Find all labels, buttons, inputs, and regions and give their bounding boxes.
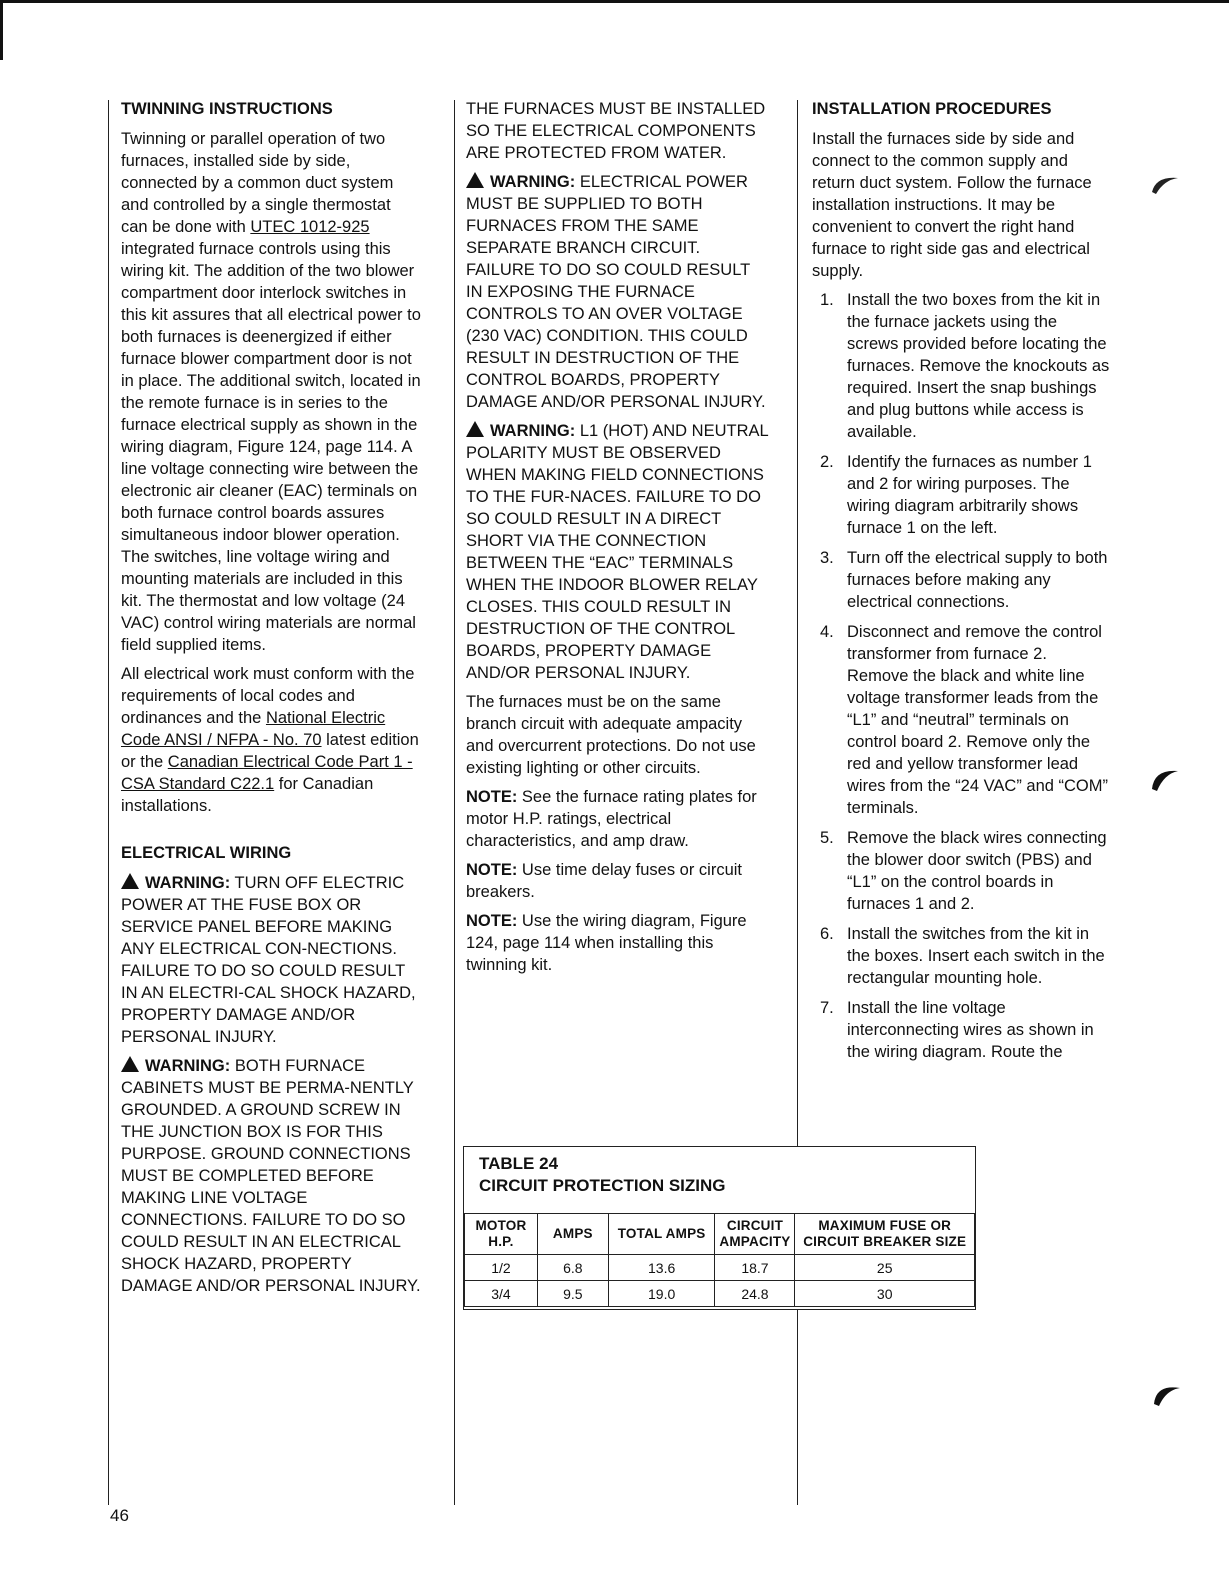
- step-number: 4.: [820, 623, 834, 641]
- table-cell: 1/2: [465, 1255, 538, 1281]
- note-label: NOTE:: [466, 861, 518, 879]
- table-cell: 3/4: [465, 1281, 538, 1307]
- list-item: [812, 451, 1112, 539]
- table-cell: 30: [795, 1281, 975, 1307]
- binder-hole-mark-icon: [1150, 765, 1180, 795]
- list-item: [812, 547, 1112, 613]
- warning-label: WARNING:: [490, 422, 576, 440]
- column-3: [812, 98, 1112, 1071]
- column-header: [715, 1214, 795, 1255]
- binder-hole-mark-icon: [1150, 170, 1180, 200]
- cec-reference: Canadian Electrical Code Part 1 - CSA Standard C22.1: [121, 753, 413, 793]
- column-header: [608, 1214, 715, 1255]
- warning-label: WARNING:: [490, 173, 576, 191]
- table-cell: 13.6: [608, 1255, 715, 1281]
- top-border: [0, 0, 1229, 3]
- warning-polarity: [466, 420, 771, 684]
- header-line: H.P.: [488, 1234, 514, 1249]
- list-item: [812, 827, 1112, 915]
- note-rating-plates: [466, 786, 771, 852]
- list-item: [812, 289, 1112, 443]
- step-number: 1.: [820, 291, 834, 309]
- warning-label: WARNING:: [145, 874, 231, 892]
- note-fuses: [466, 859, 771, 903]
- warning-label: WARNING:: [145, 1057, 231, 1075]
- heading-electrical-wiring: ELECTRICAL WIRING: [121, 844, 292, 862]
- warning-text: L1 (HOT) AND NEUTRAL POLARITY MUST BE OBSERVED WHEN MAKING FIELD CONNECTIONS TO THE FUR-NACES. FAILURE TO DO SO COULD RESULT IN A DIRECT SHORT VIA THE CONNECTION BETWEEN THE “EAC” TERMINALS WHEN THE INDOOR BLOWER RELAY CLOSES. THIS COULD RESULT IN DESTRUCTION OF THE CONTROL BOARDS, PROPERTY DAMAGE AND/OR PERSONAL INJURY.: [466, 422, 769, 682]
- note-text: Use the wiring diagram, Figure 124, page 114 when installing this twinning kit.: [466, 912, 747, 974]
- table-caption: CIRCUIT PROTECTION SIZING: [479, 1176, 726, 1195]
- warning-icon: [466, 421, 484, 437]
- note-text: Use time delay fuses or circuit breakers.: [466, 861, 743, 901]
- note-text: See the furnace rating plates for motor H.P. ratings, electrical characteristics, and amp draw.: [466, 788, 757, 850]
- header-line: CIRCUIT BREAKER SIZE: [803, 1234, 967, 1249]
- note-label: NOTE:: [466, 788, 518, 806]
- note-wiring-diagram: [466, 910, 771, 976]
- nec-reference: National Electric Code ANSI / NFPA - No. 70: [121, 709, 386, 749]
- table-cell: 9.5: [537, 1281, 608, 1307]
- water-protection-notice: THE FURNACES MUST BE INSTALLED SO THE ELECTRICAL COMPONENTS ARE PROTECTED FROM WATER.: [466, 100, 766, 162]
- page-number: 46: [110, 1506, 129, 1525]
- table-cell: 19.0: [608, 1281, 715, 1307]
- header-line: MOTOR: [475, 1218, 527, 1233]
- text: All electrical work must conform with the requirements of local codes and ordinances and the: [121, 665, 415, 727]
- warning-icon: [121, 1056, 139, 1072]
- step-number: 7.: [820, 999, 834, 1017]
- installation-intro: Install the furnaces side by side and connect to the common supply and return duct system. Follow the furnace installation instructions. It may be convenient to convert the right hand furnace to right side gas and electrical supply.: [812, 130, 1092, 280]
- warning-turn-off-power: [121, 872, 421, 1048]
- list-item: [812, 923, 1112, 989]
- table-cell: 18.7: [715, 1255, 795, 1281]
- table-row: [465, 1281, 975, 1307]
- warning-text: BOTH FURNACE CABINETS MUST BE PERMA-NENTLY GROUNDED. A GROUND SCREW IN THE JUNCTION BOX IS FOR THIS PURPOSE. GROUND CONNECTIONS MUST BE COMPLETED BEFORE MAKING LINE VOLTAGE CONNECTIONS. FAILURE TO DO SO COULD RESULT IN AN ELECTRICAL SHOCK HAZARD, PROPERTY DAMAGE AND/OR PERSONAL INJURY.: [121, 1057, 421, 1295]
- list-item: [812, 997, 1112, 1063]
- left-edge-mark: [0, 0, 3, 60]
- note-label: NOTE:: [466, 912, 518, 930]
- text: integrated furnace controls using this wiring kit. The addition of the two blower compartment door interlock switches in this kit assures that all electrical power to both furnaces is deenergized if either furnace blower compartment door is not in place. The additional switch, located in the remote furnace is in series to the furnace electrical supply as shown in the wiring diagram, Figure 124, page 114. A line voltage connecting wire between the electronic air cleaner (EAC) terminals on both furnace control boards assures simultaneous indoor blower operation. The switches, line voltage wiring and mounting materials are included in this kit. The thermostat and low voltage (24 VAC) control wiring materials are normal field supplied items.: [121, 240, 421, 654]
- table-header-row: [465, 1214, 975, 1255]
- table-number: TABLE 24: [479, 1154, 559, 1173]
- table-row: [465, 1255, 975, 1281]
- step-text: Install the line voltage interconnecting wires as shown in the wiring diagram. Route the: [847, 999, 1094, 1061]
- column-1: [121, 98, 421, 1304]
- warning-icon: [466, 172, 484, 188]
- step-text: Install the two boxes from the kit in the furnace jackets using the screws provided before locating the furnaces. Remove the knockouts as required. Insert the snap bushings and plug buttons while access is available.: [847, 291, 1110, 441]
- table-title: [479, 1153, 726, 1197]
- procedure-list: [812, 289, 1112, 1063]
- step-number: 5.: [820, 829, 834, 847]
- list-item: [812, 621, 1112, 819]
- warning-same-branch: [466, 171, 771, 413]
- column-header: [537, 1214, 608, 1255]
- column-header: [795, 1214, 975, 1255]
- table-cell: 6.8: [537, 1255, 608, 1281]
- step-text: Remove the black wires connecting the blower door switch (PBS) and “L1” on the control boards in furnaces 1 and 2.: [847, 829, 1107, 913]
- column-header: [465, 1214, 538, 1255]
- binder-hole-mark-icon: [1152, 1380, 1182, 1410]
- text: for Canadian installations.: [121, 775, 374, 815]
- warning-grounding: [121, 1055, 421, 1297]
- header-line: TOTAL AMPS: [617, 1226, 706, 1241]
- heading-installation-procedures: INSTALLATION PROCEDURES: [812, 100, 1052, 118]
- warning-text: TURN OFF ELECTRIC POWER AT THE FUSE BOX OR SERVICE PANEL BEFORE MAKING ANY ELECTRICAL CON-NECTIONS. FAILURE TO DO SO COULD RESULT IN AN ELECTRI-CAL SHOCK HAZARD, PROPERTY DAMAGE AND/OR PERSONAL INJURY.: [121, 874, 416, 1046]
- heading-twinning: TWINNING INSTRUCTIONS: [121, 100, 333, 118]
- electrical-code-paragraph: [121, 663, 421, 817]
- step-text: Install the switches from the kit in the boxes. Insert each switch in the rectangular mounting hole.: [847, 925, 1105, 987]
- step-number: 2.: [820, 453, 834, 471]
- header-line: MAXIMUM FUSE OR: [818, 1218, 952, 1233]
- step-text: Turn off the electrical supply to both furnaces before making any electrical connections.: [847, 549, 1108, 611]
- table-cell: 25: [795, 1255, 975, 1281]
- warning-text: ELECTRICAL POWER MUST BE SUPPLIED TO BOTH FURNACES FROM THE SAME SEPARATE BRANCH CIRCUIT. FAILURE TO DO SO COULD RESULT IN EXPOSING THE FURNACE CONTROLS TO AN OVER VOLTAGE (230 VAC) CONDITION. THIS COULD RESULT IN DESTRUCTION OF THE CONTROL BOARDS, PROPERTY DAMAGE AND/OR PERSONAL INJURY.: [466, 173, 766, 411]
- text: latest edition or the: [121, 731, 419, 771]
- step-number: 3.: [820, 549, 834, 567]
- warning-icon: [121, 873, 139, 889]
- table-cell: 24.8: [715, 1281, 795, 1307]
- header-line: AMPACITY: [719, 1234, 791, 1249]
- column-rule-middle: [454, 100, 455, 1505]
- twinning-paragraph: [121, 128, 421, 656]
- branch-circuit-paragraph: The furnaces must be on the same branch circuit with adequate ampacity and overcurrent protections. Do not use existing lighting or other circuits.: [466, 693, 756, 777]
- step-text: Identify the furnaces as number 1 and 2 for wiring purposes. The wiring diagram arbitrarily shows furnace 1 on the left.: [847, 453, 1092, 537]
- table-24: [463, 1146, 976, 1310]
- header-line: CIRCUIT: [726, 1218, 784, 1233]
- column-rule-left: [108, 100, 109, 1505]
- text: Twinning or parallel operation of two furnaces, installed side by side, connected by a common duct system and controlled by a single thermostat can be done with: [121, 130, 394, 236]
- circuit-protection-table: [464, 1213, 975, 1307]
- utec-reference: UTEC 1012-925: [250, 218, 370, 236]
- column-2: [466, 98, 771, 983]
- header-line: AMPS: [552, 1226, 593, 1241]
- step-number: 6.: [820, 925, 834, 943]
- step-text: Disconnect and remove the control transformer from furnace 2. Remove the black and white line voltage transformer leads from the “L1” and “neutral” terminals on control board 2. Remove only the red and yellow transformer lead wires from the “24 VAC” and “COM” terminals.: [847, 623, 1109, 817]
